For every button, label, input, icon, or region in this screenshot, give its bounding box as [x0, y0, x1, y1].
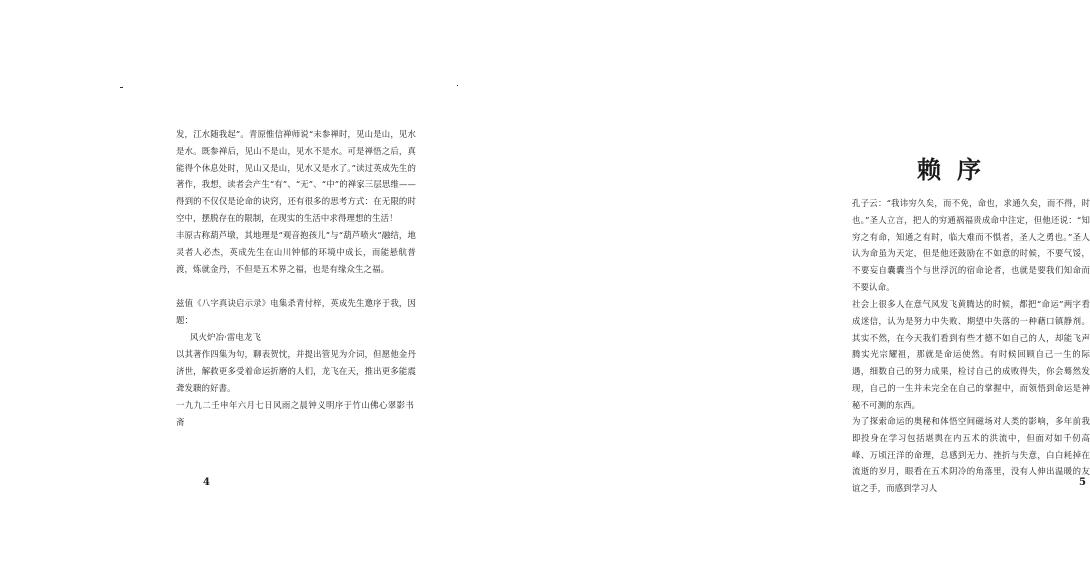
left-paragraph-1: 发，江水随我起”。青原惟信禅师说“未参禅时，见山是山，见水是水。既参禅后，见山不是山，见水不是水。可是禅悟之后，真能得个休息处时，见山又是山，见水又是水了。”读过英成先生的著作，我想，读者会产生“有”、“无”、“中”的禅家三层思维——得到的不仅仅是论命的诀窍，还有很多的思考方式：在无限的时空中，摆脱存在的限制，在现实的生活中求得理想的生活！	[176, 129, 416, 223]
left-page	[0, 0, 416, 561]
right-paragraph-3: 为了探索命运的奥秘和体悟空间磁场对人类的影响，多年前我即投身在学习包括堪舆在内五术的洪流中，但面对如千仞高峰、万顷汪洋的命理，总感到无力、挫折与失意，白白耗掉在流逝的岁月，眼看在五术阴冷的角落里，没有人伸出温暖的友谊之手，而感到学习人	[852, 416, 1090, 494]
left-paragraph-3: 兹值《八字真诀启示录》电集杀青付梓，英成先生邀序于我，因题：	[176, 298, 416, 325]
scan-speck	[120, 87, 123, 88]
scan-speck	[457, 85, 458, 86]
left-paragraph-4: 以其著作四集为句，聊表贺忱，并提出管见为介词，但愿他金丹济世，解救更多受着命运折磨的人们，龙飞在天，推出更多能震聋发聩的好書。	[176, 349, 416, 393]
left-paragraph-2: 丰原古称葫芦墩，其地理是“观音抱孩儿”与“葫芦喷火”融结，地灵者人必杰，英成先生在山川钟郁的环境中成长，而能悬航普渡，炼就金丹，不但是五术界之福，也是有缘众生之福。	[176, 230, 416, 274]
right-paragraph-2: 社会上很多人在意气风发飞黄腾达的时候，都把“命运”两字看成迷信，认为是努力中失败、期望中失落的一种藉口镇静剂。其实不然，在今天我们看到有些才德不如自己的人，却能飞声腾实光宗耀祖，那就是命运使然。有时候回顾自己一生的际遇，细数自己的努力成果，检讨自己的成败得失，你会蓦然发现，自己的一生并未完全在自己的掌握中，而领悟到命运是神秘不可测的东西。	[852, 299, 1090, 410]
right-page-number: 5	[1079, 477, 1086, 488]
right-page	[396, 0, 1090, 561]
left-signature: 一九九二壬申年六月七日风雨之晨钟义明序于竹山佛心翠影书斋	[176, 400, 414, 427]
left-couplet: 风火炉冶·雷电龙飞	[190, 332, 262, 342]
left-page-number: 4	[203, 477, 210, 488]
right-paragraph-1: 孔子云：“我讳穷久矣，而不免，命也，求通久矣，而不得，时也。”圣人立言，把人的穷通祸福贵成命中注定，但他还说：“知穷之有命，知通之有时，临大难而不惧者，圣人之勇也。”圣人认为命虽为天定，但是他还鼓励在不如意的时候，不要气馁，不要妄自囊囊当个与世浮沉的宿命论者，也就是要我们知命而不要认命。	[852, 198, 1090, 292]
page-title: 赖序	[917, 155, 997, 184]
